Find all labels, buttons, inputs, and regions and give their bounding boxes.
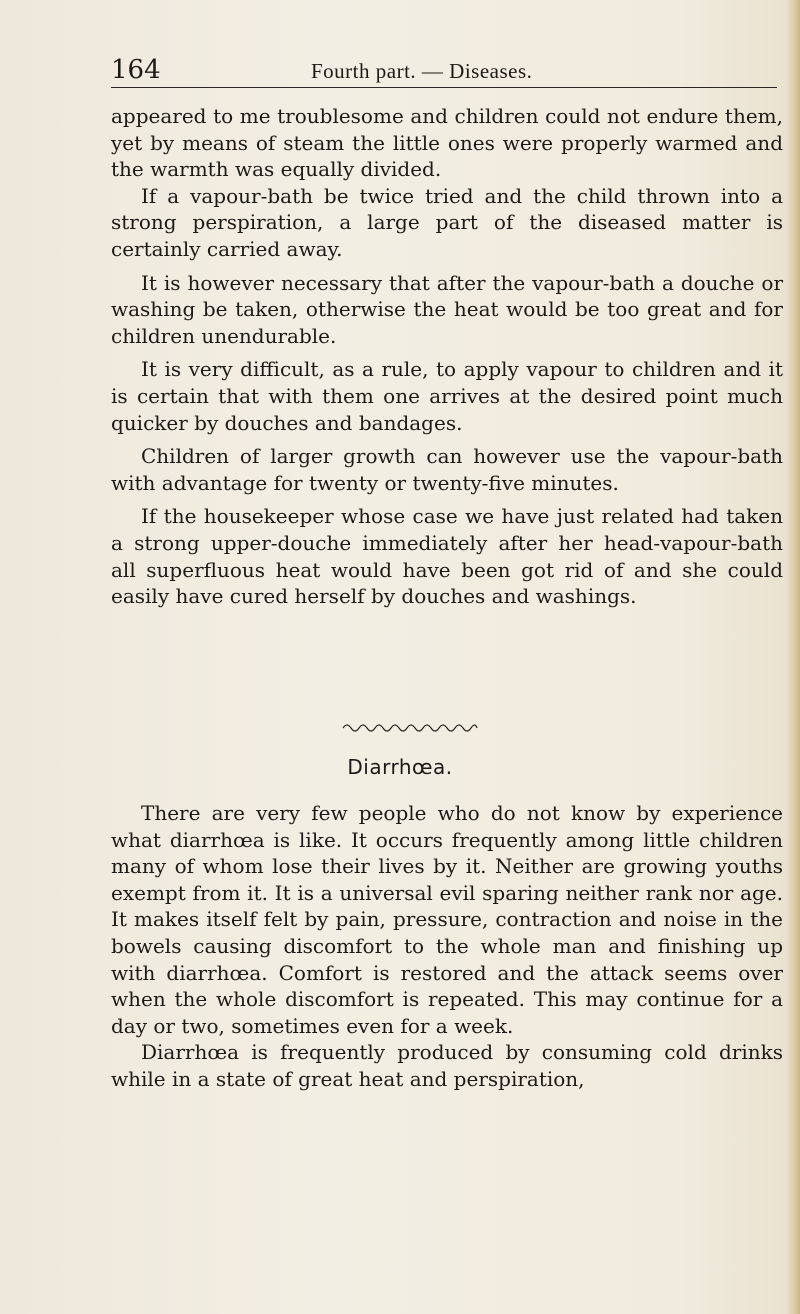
body-text-bottom <box>111 800 783 1093</box>
page-number: 164 <box>111 55 161 85</box>
page-header <box>111 52 787 88</box>
paragraph-4: It is very difficult, as a rule, to apply vapour to children and it is certain that with them one arrives at the desired point much quicker by douches and bandages. <box>111 357 783 435</box>
body-text-top <box>111 103 783 610</box>
header-rule <box>111 87 777 88</box>
section-title: Diarrhœa. <box>347 755 453 779</box>
running-head: Fourth part. — Diseases. <box>311 59 533 83</box>
paragraph-5: Children of larger growth can however use the vapour-bath with advantage for twenty or twenty-five minutes. <box>111 444 783 495</box>
paragraph-8: Diarrhœa is frequently produced by consuming cold drinks while in a state of great heat and perspiration, <box>111 1040 783 1091</box>
paragraph-7: There are very few people who do not know by experience what diarrhœa is like. It occurs frequently among little children many of whom lose their lives by it. Neither are growing youths exempt from it. It is a universal evil sparing neither rank nor age. It makes itself felt by pain, pressure, contraction and noise in the bowels causing discomfort to the whole man and finishing up with diarrhœa. Comfort is restored and the attack seems over when the whole discomfort is repeated. This may continue for a day or two, sometimes even for a week. <box>111 801 783 1038</box>
paragraph-3: It is however necessary that after the vapour-bath a douche or washing be taken, otherwise the heat would be too great and for children unendurable. <box>111 270 783 348</box>
paragraph-6: If the housekeeper whose case we have just related had taken a strong upper-douche immediately after her head-vapour-bath all superfluous heat would have been got rid of and she could easily have cured herself by douches and washings. <box>111 504 783 609</box>
wavy-ornament <box>341 718 479 734</box>
page-edge <box>786 0 800 1314</box>
paragraph-2: If a vapour-bath be twice tried and the child thrown into a strong perspiration, a large part of the diseased matter is certainly carried away. <box>111 183 783 261</box>
paragraph-1: appeared to me troublesome and children could not endure them, yet by means of steam the little ones were properly warmed and the warmth was equally divided. <box>111 104 783 182</box>
